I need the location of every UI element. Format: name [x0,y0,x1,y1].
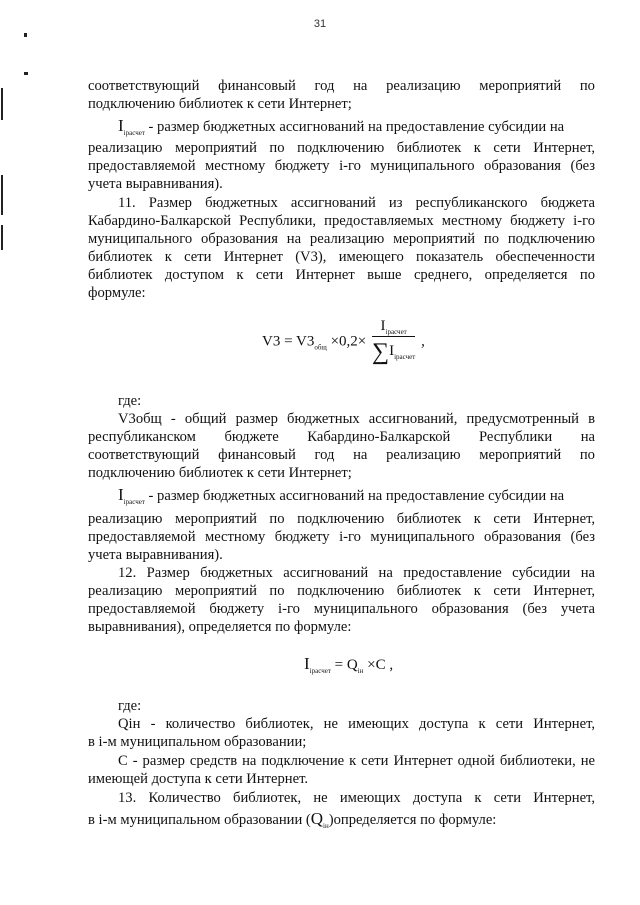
text-line: Кабардино-Балкарской Республики, предоставляемых местному бюджету i-го [88,213,595,229]
scan-edge-mark [1,225,3,250]
text-line: реализацию мероприятий по подключению библиотек к сети Интернет, [88,511,595,527]
where-label: где: [118,698,142,714]
text-line: учета выравнивания). [88,547,223,563]
text-line: муниципального образования на реализацию мероприятий по подключению [88,231,595,247]
text-line: выравнивания), определяется по формуле: [88,619,352,635]
where-label: где: [118,393,142,409]
scan-dot [24,72,28,75]
text-line: библиотек доступом к сети Интернет выше среднего, определяется по [88,267,595,283]
formula-i-raschet: $I_{iрасчет} = Q_{iн} \times C$ , [304,654,394,675]
text-line: учета выравнивания). [88,176,223,192]
paragraph-13-line: 13. Количество библиотек, не имеющих доступа к сети Интернет, [118,790,595,806]
text-line: реализацию мероприятий по подключению библиотек к сети Интернет, [88,140,595,156]
text-line: в i-м муниципальном образовании; [88,734,307,750]
text-line: C - размер средств на подключение к сети Интернет одной библиотеки, не [118,753,595,769]
scan-dot [24,33,27,37]
text-line: V3общ - общий размер бюджетных ассигнований, предусмотренный в [118,411,595,427]
text-line: в i-м муниципальном образовании $(Q_{iн})определяется$ по формуле: [88,809,497,830]
text-line: предоставляемой местному бюджету i-го муниципального образования (без [88,529,595,545]
text-line: подключению библиотек к сети Интернет; [88,465,352,481]
formula-fraction: $\frac{I_{iрасчет}}{\sum I_{iрасчет}}$ [371,318,416,365]
page-number: 31 [313,18,327,30]
text-line: предоставляемой местному бюджету i-го муниципального образования (без [88,158,595,174]
text-line: имеющей доступа к сети Интернет. [88,771,309,787]
text-line: подключению библиотек к сети Интернет; [88,96,352,112]
text-line: реализацию мероприятий по подключению библиотек к сети Интернет, [88,583,595,599]
paragraph-11-line: 11. Размер бюджетных ассигнований из республиканского бюджета [118,195,595,211]
scan-edge-mark [1,88,3,120]
text-line: соответствующий финансовый год на реализацию мероприятий по [88,447,595,463]
definition-line: $I_{iрасчет}$ - размер бюджетных ассигнований на предоставление субсидии на [118,116,565,137]
text-line: Qiн - количество библиотек, не имеющих доступа к сети Интернет, [118,716,595,732]
formula-v3: $V3 = V3_{общ} \times 0,2\times$ $\frac{I_{iрасчет}}{\sum I_{iрасчет}}$ , [262,318,425,365]
text-line: соответствующий финансовый год на реализацию мероприятий по [88,78,595,94]
text-line: республиканском бюджете Кабардино-Балкарской Республики на [88,429,596,445]
scan-edge-mark [1,175,3,215]
definition-line: $I_{iрасчет}$ - размер бюджетных ассигнований на предоставление субсидии на [118,485,565,506]
paragraph-12-line: 12. Размер бюджетных ассигнований на предоставление субсидии на [118,565,595,581]
text-line: библиотек к сети Интернет (V3), имеющего показатель обеспеченности [88,249,595,265]
text-line: формуле: [88,285,146,301]
text-line: предоставляемой бюджету i-го муниципального образования (без учета [88,601,595,617]
